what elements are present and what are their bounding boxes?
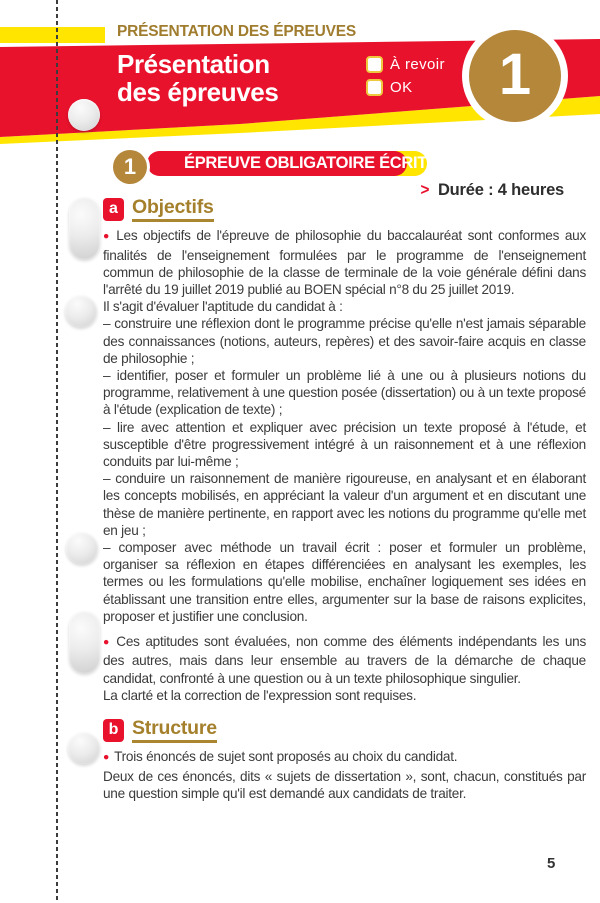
paragraph (103, 315, 586, 367)
paragraph-text: – lire avec attention et expliquer avec précision un texte proposé à l'étude, et susceptible d'être progressivement intégré à un raisonnement et à une réflexion conduits par lui-même ; (103, 419, 586, 470)
review-checkbox-group (366, 56, 445, 102)
chapter-number-circle (469, 30, 561, 122)
binding-hole (68, 99, 100, 131)
paragraph (103, 227, 586, 298)
chapter-title-line1: Présentation (117, 49, 270, 79)
checkbox-a-revoir[interactable] (366, 56, 383, 73)
paragraph-text: Deux de ces énoncés, dits « sujets de dissertation », sont, chacun, constitués par une question simple qu'il est demandé aux candidats de traiter. (103, 768, 586, 801)
section-heading-objectifs (103, 196, 586, 222)
checkbox-label: OK (390, 79, 413, 96)
binding-hole (69, 611, 100, 673)
binding-hole (68, 732, 100, 764)
checkbox-row-ok (366, 79, 445, 96)
paragraph (103, 687, 586, 704)
paragraph (103, 748, 586, 767)
tear-dashed-line (56, 0, 58, 903)
binding-hole (65, 295, 97, 327)
page-number: 5 (547, 855, 556, 872)
paragraph-text: – conduire un raisonnement de manière rigoureuse, en analysant et en élaborant les concepts mobilisés, en appréciant la valeur d'un argument et en discutant une thèse de manière pertinente, en rapport avec les notions du programme qu'elle met en jeu ; (103, 471, 586, 538)
paragraph-text: – composer avec méthode un travail écrit : poser et formuler un problème, organiser sa réflexion en étapes différenciées en analysant les exemples, les termes ou les formulations qu'elle mobilise, enchaîner logiquement ses idées en établissant une transition entre elles, argumenter sur la base de raisons explicites, proposer et justifier une conclusion. (103, 540, 586, 624)
section-number: 1 (123, 153, 137, 179)
binding-hole (66, 532, 98, 564)
bullet-icon: ● (103, 230, 112, 243)
bullet-icon: ● (103, 636, 112, 649)
section-number-badge (110, 147, 150, 187)
paragraph (103, 419, 586, 471)
heading-title: Objectifs (132, 196, 214, 222)
paragraph-text: – identifier, poser et formuler un problème lié à une ou à plusieurs notions du programme, relativement à une question posée (dissertation) ou à un texte proposé à l'étude (explication de texte) ; (103, 368, 586, 418)
paragraph-text: Les objectifs de l'épreuve de philosophie du baccalauréat sont conformes aux finalités de l'enseignement formulées par le programme de l'enseignement commun de philosophie de la classe de terminale de la voie générale défini dans l'arrêté du 19 juillet 2019 publié au BOEN spécial n°8 du 25 juillet 2019. (103, 228, 586, 298)
paragraph (103, 367, 586, 419)
paragraph-text: Il s'agit d'évaluer l'aptitude du candidat à : (103, 299, 343, 315)
chapter-title-line2: des épreuves (117, 77, 279, 107)
heading-letter-badge: b (103, 719, 124, 742)
paragraph (103, 539, 586, 625)
binding-hole (69, 197, 100, 259)
heading-letter-badge: a (103, 198, 124, 221)
chapter-kicker: PRÉSENTATION DES ÉPREUVES (117, 23, 357, 40)
heading-title: Structure (132, 717, 217, 743)
checkbox-row-a-revoir (366, 56, 445, 73)
paragraph-text: Ces aptitudes sont évaluées, non comme des éléments indépendants les uns des autres, mais dans leur ensemble au travers de la démarche de chaque candidat, confronté à une question ou à un texte philosophique singulier. (103, 634, 587, 686)
duration-label: Durée : 4 heures (437, 181, 565, 199)
paragraph (103, 470, 586, 539)
paragraph-text: – construire une réflexion dont le programme précise qu'elle n'est jamais séparable des connaissances (notions, auteurs, repères) et des savoir-faire acquis en classe de philosophie ; (103, 316, 586, 366)
section-banner (104, 147, 444, 189)
chapter-title (117, 50, 278, 106)
bullet-icon: ● (103, 751, 110, 764)
section-number-circle (113, 150, 147, 184)
duration-arrow-icon: > (420, 180, 430, 199)
paragraph (103, 768, 586, 802)
main-content (103, 196, 586, 802)
paragraph-text: Trois énoncés de sujet sont proposés au choix du candidat. (114, 749, 458, 765)
section-heading-structure (103, 717, 586, 743)
checkbox-label: À revoir (390, 56, 445, 73)
chapter-number-badge (462, 23, 568, 129)
kicker-yellow-stripe (0, 27, 105, 43)
paragraph-text: La clarté et la correction de l'expression sont requises. (103, 687, 417, 703)
section-banner-label: ÉPREUVE OBLIGATOIRE ÉCRITE (147, 151, 407, 176)
paragraph (103, 633, 586, 687)
paragraph (103, 298, 586, 315)
chapter-number: 1 (498, 41, 532, 107)
checkbox-ok[interactable] (366, 79, 383, 96)
